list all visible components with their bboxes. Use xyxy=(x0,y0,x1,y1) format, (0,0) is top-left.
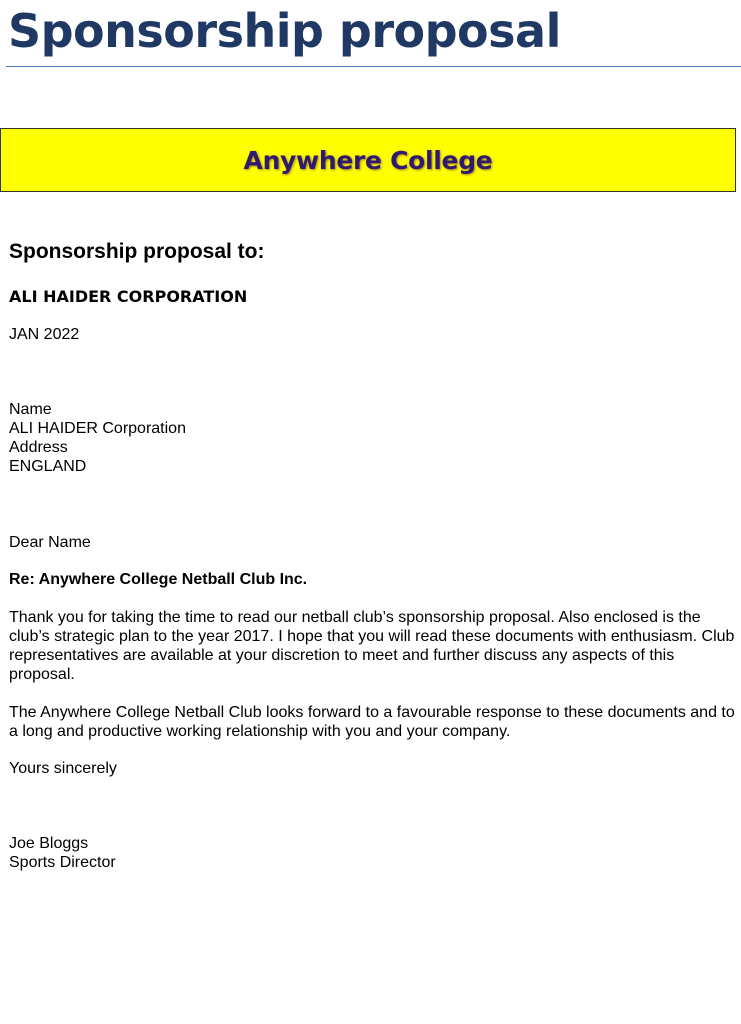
recipient-address-block xyxy=(9,400,186,476)
banner-text: Anywhere College xyxy=(243,145,493,175)
recipient-company: ALI HAIDER CORPORATION xyxy=(9,287,248,306)
salutation: Dear Name xyxy=(9,534,91,551)
document-title: Sponsorship proposal xyxy=(8,4,561,58)
body-paragraph-2: The Anywhere College Netball Club looks forward to a favourable response to these documents and to a long and productive working relationship with you and your company. xyxy=(9,704,735,740)
proposal-date: JAN 2022 xyxy=(9,326,80,343)
college-banner xyxy=(0,128,736,192)
address-line: ENGLAND xyxy=(9,458,87,475)
address-line: ALI HAIDER Corporation xyxy=(9,420,186,437)
title-underline-rule xyxy=(6,66,741,67)
closing: Yours sincerely xyxy=(9,760,117,777)
address-line: Address xyxy=(9,439,68,456)
signatory-title: Sports Director xyxy=(9,854,116,871)
signatory-name: Joe Bloggs xyxy=(9,835,89,852)
subject-line: Re: Anywhere College Netball Club Inc. xyxy=(9,571,308,588)
address-line: Name xyxy=(9,401,52,418)
body-paragraph-1: Thank you for taking the time to read our netball club’s sponsorship proposal. Also enclosed is the club’s strategic plan to the year 2017. I hope that you will read these documents with enthusiasm. Club representatives are available at your discretion to meet and further discuss any aspects of this proposal. xyxy=(9,609,735,683)
proposal-heading: Sponsorship proposal to: xyxy=(9,240,265,263)
